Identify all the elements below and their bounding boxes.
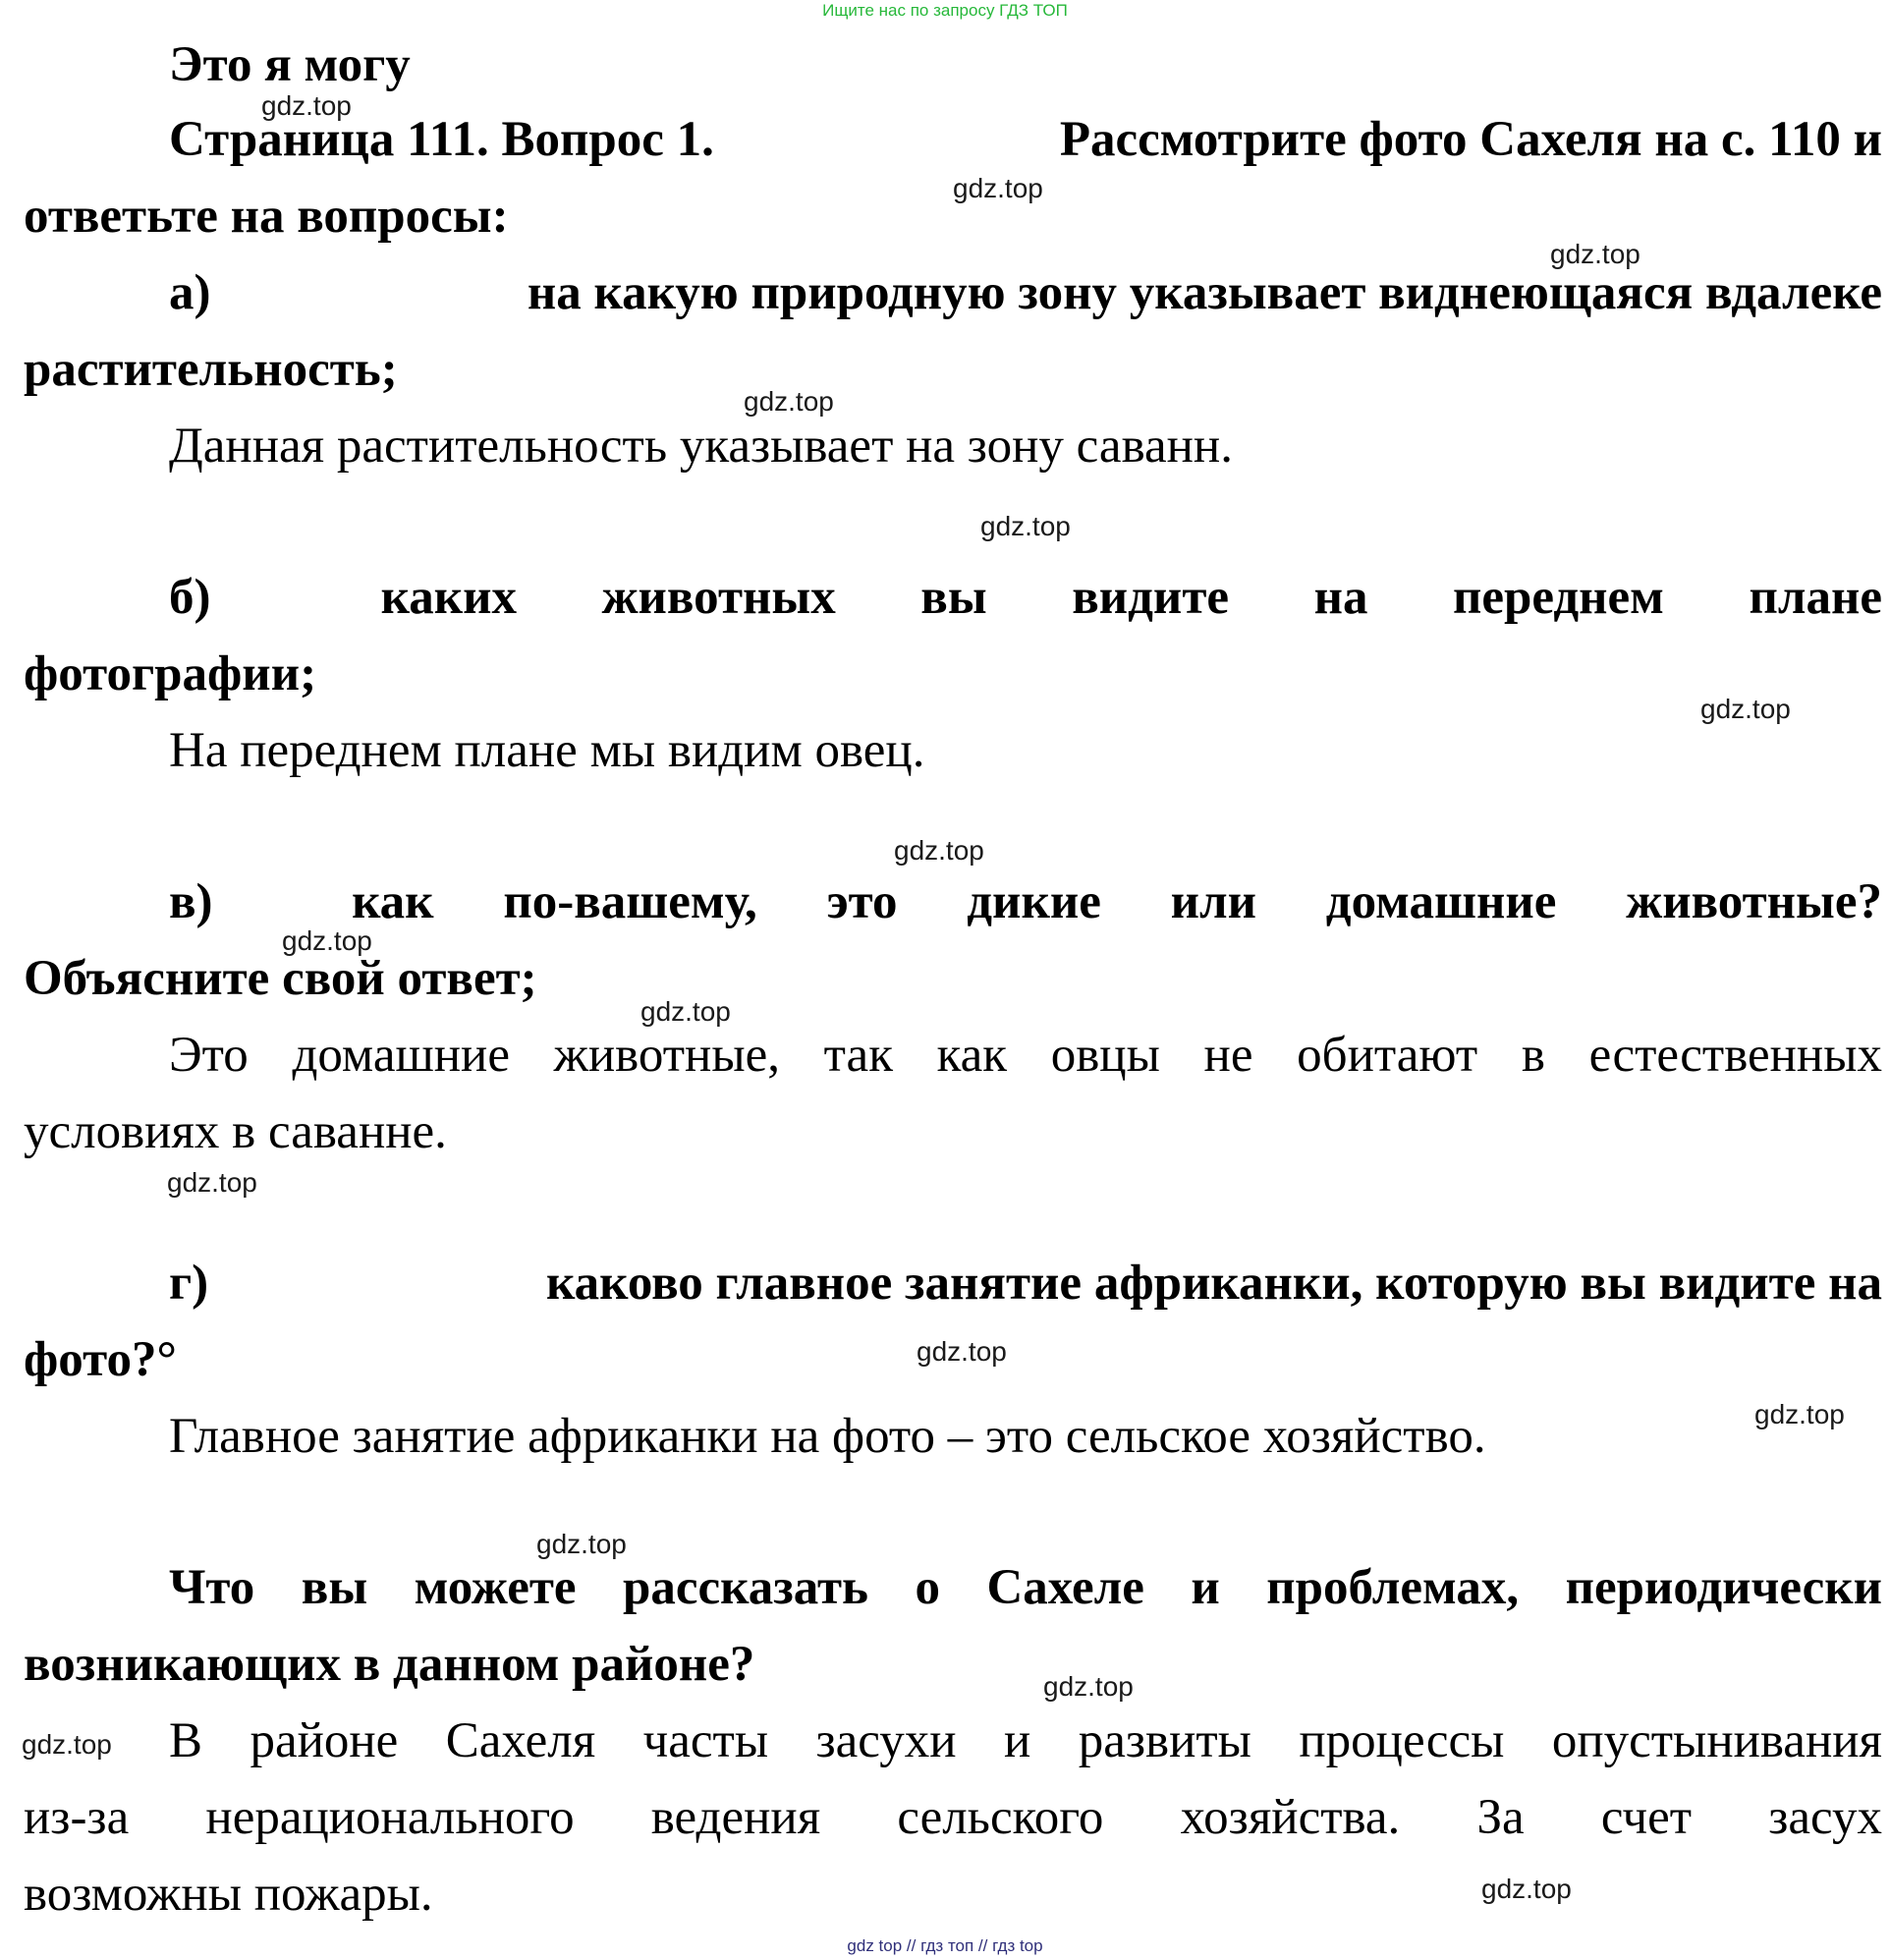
watermark: gdz.top xyxy=(744,386,834,417)
item-b-letter: б) xyxy=(169,570,211,625)
question2-answer-line2: из-за нерационального ведения сельского хозяйства. За счет засух xyxy=(24,1790,1882,1845)
item-a-question-line2: растительность; xyxy=(24,342,398,397)
question1-label: Страница 111. Вопрос 1. xyxy=(169,112,714,167)
watermark: gdz.top xyxy=(1043,1671,1134,1702)
question2-line1: Что вы можете рассказать о Сахеле и проблемах, периодически xyxy=(169,1560,1882,1615)
watermark: gdz.top xyxy=(282,925,372,956)
question2-answer-line1: В районе Сахеля часты засухи и развиты процессы опустынивания xyxy=(169,1713,1882,1768)
item-c-answer-line1: Это домашние животные, так как овцы не обитают в естественных xyxy=(169,1028,1882,1083)
watermark: gdz.top xyxy=(1481,1874,1572,1904)
watermark: gdz.top xyxy=(22,1729,112,1760)
watermark: gdz.top xyxy=(1754,1399,1845,1429)
watermark: gdz.top xyxy=(640,996,731,1027)
item-a-answer: Данная растительность указывает на зону саванн. xyxy=(169,419,1233,474)
item-c-answer-line2: условиях в саванне. xyxy=(24,1104,447,1159)
watermark: gdz.top xyxy=(536,1529,627,1559)
watermark: gdz.top xyxy=(953,173,1043,203)
question1-line2: ответьте на вопросы: xyxy=(24,189,509,244)
watermark: gdz.top xyxy=(917,1336,1007,1367)
question1-line1 xyxy=(169,110,1882,169)
page-heading: Это я могу xyxy=(169,37,411,92)
item-b-answer: На переднем плане мы видим овец. xyxy=(169,723,925,778)
item-d-answer: Главное занятие африканки на фото – это сельское хозяйство. xyxy=(169,1409,1486,1464)
item-d-question xyxy=(169,1254,1882,1313)
item-d-question-line2: фото?° xyxy=(24,1332,177,1387)
footer: gdz top // гдз топ // гдз top xyxy=(847,1936,1043,1955)
watermark: gdz.top xyxy=(980,511,1071,541)
item-b-question xyxy=(169,568,1882,627)
item-c-question-line2: Объясните свой ответ; xyxy=(24,951,537,1006)
question1-text: Рассмотрите фото Сахеля на с. 110 и xyxy=(1059,112,1882,167)
item-d-question-text: каково главное занятие африканки, которую вы видите на xyxy=(546,1256,1882,1311)
item-a-letter: а) xyxy=(169,265,211,320)
watermark: gdz.top xyxy=(261,90,352,121)
watermark: gdz.top xyxy=(1550,239,1640,269)
watermark: gdz.top xyxy=(167,1167,257,1198)
question2-line2: возникающих в данном районе? xyxy=(24,1637,755,1692)
item-c-question xyxy=(169,872,1882,931)
watermark: gdz.top xyxy=(1700,694,1791,724)
item-a-question xyxy=(169,263,1882,322)
top-banner: Ищите нас по запросу ГДЗ ТОП xyxy=(822,1,1068,20)
item-a-question-text: на какую природную зону указывает виднеющаяся вдалеке xyxy=(527,265,1882,320)
item-c-question-text: как по-вашему, это дикие или домашние животные? xyxy=(352,874,1882,929)
watermark: gdz.top xyxy=(894,835,984,866)
question2-answer-line3: возможны пожары. xyxy=(24,1867,433,1922)
item-b-question-text: каких животных вы видите на переднем плане xyxy=(380,570,1883,625)
item-b-question-line2: фотографии; xyxy=(24,646,317,701)
item-c-letter: в) xyxy=(169,874,213,929)
item-d-letter: г) xyxy=(169,1256,209,1311)
